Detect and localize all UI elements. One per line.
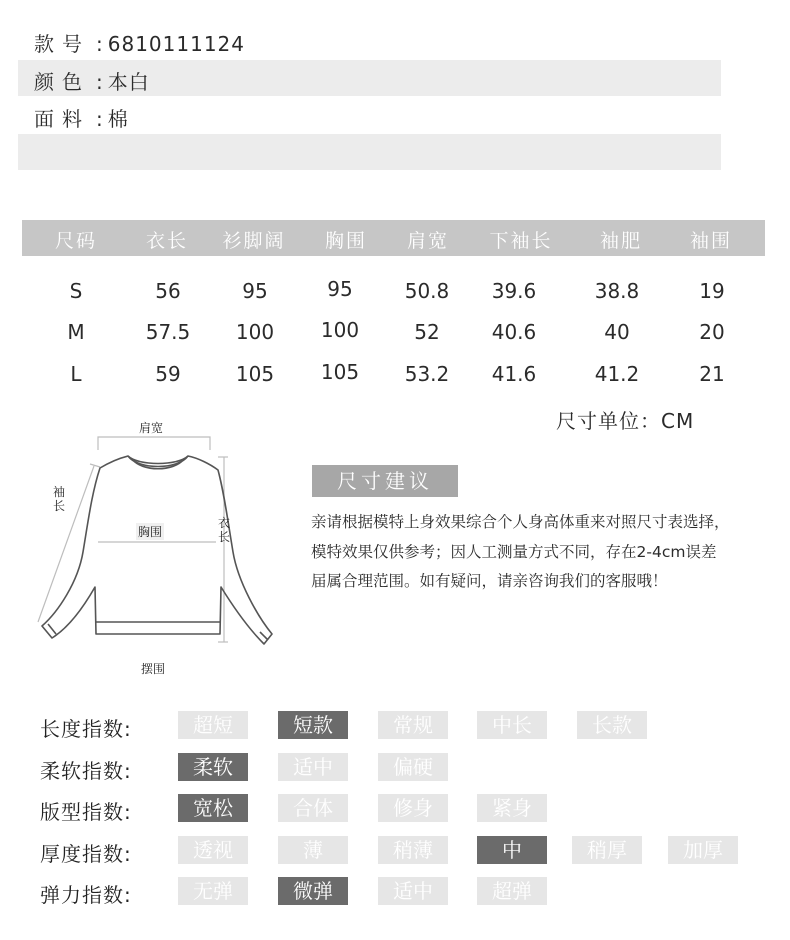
info-row-style-number: 款号 : 6810111124 bbox=[18, 22, 721, 58]
index-row-thickness bbox=[0, 836, 790, 866]
size-advice-text: 亲请根据模特上身效果综合个人身高体重来对照尺寸表选择，模特效果仅供参考；因人工测量方式不同，存在2-4cm误差届属合理范围。如有疑问，请亲咨询我们的客服哦！ bbox=[311, 513, 730, 590]
table-cell: M bbox=[67, 320, 85, 344]
info-value: 本白 bbox=[107, 70, 150, 94]
index-option: 稍厚 bbox=[572, 836, 642, 864]
info-value: 棉 bbox=[107, 107, 129, 131]
size-advice-title: 尺寸建议 bbox=[312, 465, 458, 497]
index-option: 适中 bbox=[378, 877, 448, 905]
col-header: 袖围 bbox=[689, 230, 732, 252]
info-row-empty bbox=[18, 134, 721, 170]
info-label: 款号 bbox=[34, 32, 90, 56]
index-option: 加厚 bbox=[668, 836, 738, 864]
table-row bbox=[0, 279, 790, 315]
garment-diagram bbox=[28, 412, 288, 682]
table-cell: 105 bbox=[235, 362, 275, 386]
index-option: 中长 bbox=[477, 711, 547, 739]
table-cell: 100 bbox=[320, 318, 360, 342]
table-cell: L bbox=[70, 362, 82, 386]
index-option: 透视 bbox=[178, 836, 248, 864]
index-option: 超弹 bbox=[477, 877, 547, 905]
table-cell: 40 bbox=[604, 320, 630, 344]
index-row-elasticity bbox=[0, 877, 790, 907]
col-header: 衣长 bbox=[145, 230, 188, 252]
index-option: 偏硬 bbox=[378, 753, 448, 781]
table-row bbox=[0, 362, 790, 398]
table-cell: 52 bbox=[414, 320, 440, 344]
table-cell: 59 bbox=[155, 362, 181, 386]
index-option: 常规 bbox=[378, 711, 448, 739]
index-row-fit bbox=[0, 794, 790, 824]
table-cell: 57.5 bbox=[145, 320, 191, 344]
info-value: 6810111124 bbox=[107, 32, 245, 56]
size-unit-note: 尺寸单位：CM bbox=[556, 409, 695, 433]
info-row-fabric: 面料 : 棉 bbox=[18, 97, 721, 133]
label-length: 衣长 bbox=[217, 516, 230, 544]
size-table-header bbox=[22, 220, 765, 256]
col-header: 胸围 bbox=[324, 230, 367, 252]
col-header: 下袖长 bbox=[489, 230, 553, 252]
index-label: 弹力指数: bbox=[40, 883, 132, 907]
label-hem: 摆围 bbox=[141, 662, 166, 676]
table-cell: 105 bbox=[320, 360, 360, 384]
index-label: 长度指数: bbox=[40, 717, 132, 741]
table-cell: S bbox=[69, 279, 83, 303]
index-option: 稍薄 bbox=[378, 836, 448, 864]
index-option: 紧身 bbox=[477, 794, 547, 822]
index-option-selected: 柔软 bbox=[178, 753, 248, 781]
table-cell: 100 bbox=[235, 320, 275, 344]
index-row-length bbox=[0, 711, 790, 741]
label-chest: 胸围 bbox=[138, 525, 163, 539]
info-label: 面料 bbox=[34, 107, 90, 131]
index-option: 长款 bbox=[577, 711, 647, 739]
index-option-selected: 短款 bbox=[278, 711, 348, 739]
table-cell: 41.2 bbox=[594, 362, 640, 386]
index-option: 修身 bbox=[378, 794, 448, 822]
index-option: 无弹 bbox=[178, 877, 248, 905]
col-header: 尺码 bbox=[54, 230, 97, 252]
index-option: 合体 bbox=[278, 794, 348, 822]
table-cell: 41.6 bbox=[491, 362, 537, 386]
index-label: 厚度指数: bbox=[40, 842, 132, 866]
table-cell: 50.8 bbox=[404, 279, 450, 303]
col-header: 袖肥 bbox=[599, 230, 642, 252]
index-option-selected: 宽松 bbox=[178, 794, 248, 822]
index-label: 柔软指数: bbox=[40, 759, 132, 783]
table-cell: 19 bbox=[699, 279, 725, 303]
sweater-outline bbox=[28, 412, 288, 682]
table-cell: 56 bbox=[155, 279, 181, 303]
index-option-selected: 微弹 bbox=[278, 877, 348, 905]
table-cell: 39.6 bbox=[491, 279, 537, 303]
info-label: 颜色 bbox=[34, 70, 90, 94]
table-cell: 21 bbox=[699, 362, 725, 386]
index-row-softness bbox=[0, 753, 790, 783]
table-cell: 53.2 bbox=[404, 362, 450, 386]
index-option: 适中 bbox=[278, 753, 348, 781]
index-option: 薄 bbox=[278, 836, 348, 864]
label-sleeve: 袖长 bbox=[52, 485, 65, 513]
table-cell: 95 bbox=[327, 277, 353, 301]
index-option: 超短 bbox=[178, 711, 248, 739]
info-row-color: 颜色 : 本白 bbox=[18, 60, 721, 96]
table-cell: 20 bbox=[699, 320, 725, 344]
table-cell: 38.8 bbox=[594, 279, 640, 303]
label-shoulder: 肩宽 bbox=[139, 421, 164, 435]
index-option-selected: 中 bbox=[477, 836, 547, 864]
col-header: 肩宽 bbox=[406, 230, 449, 252]
col-header: 衫脚阔 bbox=[222, 230, 286, 252]
index-label: 版型指数: bbox=[40, 800, 132, 824]
table-cell: 95 bbox=[242, 279, 268, 303]
table-row bbox=[0, 320, 790, 356]
table-cell: 40.6 bbox=[491, 320, 537, 344]
